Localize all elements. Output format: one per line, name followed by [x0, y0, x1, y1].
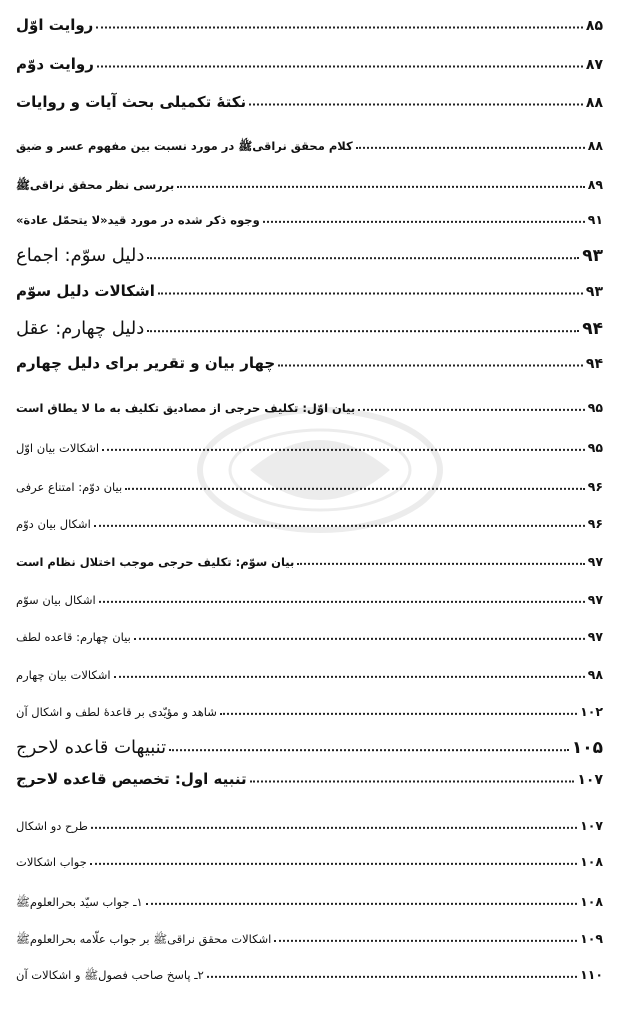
- dot-leader: [207, 970, 577, 978]
- dot-leader: [169, 739, 569, 751]
- toc-entry-title: اشکالات محقق نراقیﷺ بر جواب علّامه بحرالعلومﷺ: [16, 932, 272, 946]
- toc-entry-page: ۸۸: [587, 138, 603, 153]
- toc-entry-page: ۹۳: [585, 284, 603, 300]
- toc-entry-page: ۹۸: [587, 667, 603, 682]
- toc-entry-page: ۹۷: [587, 629, 603, 644]
- toc-entry-title: جواب اشکالات: [16, 855, 87, 869]
- toc-entry-page: ۱۰۸: [580, 854, 603, 869]
- toc-entry[interactable]: [14, 554, 603, 569]
- toc-entry[interactable]: [14, 931, 603, 949]
- toc-entry-title: طرح دو اشکال: [16, 819, 88, 833]
- toc-entry[interactable]: [14, 93, 603, 111]
- toc-entry[interactable]: [14, 400, 603, 415]
- toc-entry-page: ۱۰۷: [580, 818, 603, 833]
- toc-entry-title: دلیل چهارم: عقل: [16, 318, 145, 339]
- toc-entry-page: ۹۶: [587, 479, 603, 494]
- toc-entry[interactable]: [14, 318, 603, 339]
- toc-entry-title: تنبیهات قاعده لاحرج: [16, 737, 167, 758]
- toc-entry-title: بیان اوّل: تکلیف حرجی از مصادیق تکلیف به ما لا یطاق است: [16, 401, 356, 415]
- toc-entry-title: شاهد و مؤیّدی بر قاعدهٔ لطف و اشکال آن: [16, 705, 217, 719]
- toc-entry[interactable]: [14, 894, 603, 912]
- toc-entry-title: اشکال بیان سوّم: [16, 593, 96, 607]
- toc-entry-title: بیان سوّم: تکلیف حرجی موجب اختلال نظام است: [16, 555, 295, 569]
- toc-entry-page: ۸۷: [585, 57, 603, 73]
- toc-entry[interactable]: [14, 667, 603, 682]
- dot-leader: [263, 215, 585, 223]
- toc-entry[interactable]: [14, 479, 603, 494]
- toc-entry-page: ۹۶: [587, 516, 603, 531]
- toc-entry-title: بیان چهارم: قاعده لطف: [16, 630, 131, 644]
- toc-entry-page: ۹۷: [587, 592, 603, 607]
- toc-entry-title: اشکالات بیان چهارم: [16, 668, 111, 682]
- toc-entry[interactable]: [14, 212, 603, 227]
- toc-entry-page: ۱۰۷: [577, 772, 603, 788]
- toc-entry-title: نکتهٔ تکمیلی بحث آیات و روایات: [16, 93, 247, 111]
- toc-entry-title: اشکال بیان دوّم: [16, 517, 91, 531]
- dot-leader: [102, 443, 585, 451]
- dot-leader: [134, 632, 585, 640]
- dot-leader: [114, 670, 585, 678]
- dot-leader: [249, 95, 583, 105]
- toc-entry-page: ۱۰۲: [580, 704, 603, 719]
- table-of-contents: [14, 0, 603, 1011]
- dot-leader: [147, 320, 579, 332]
- toc-entry-title: ۲ـ پاسخ صاحب فصولﷺ و اشکالات آن: [16, 968, 204, 982]
- toc-entry-title: بیان دوّم: امتناع عرفی: [16, 480, 123, 494]
- dot-leader: [297, 557, 584, 565]
- toc-entry[interactable]: [14, 629, 603, 644]
- toc-entry-title: دلیل سوّم: اجماع: [16, 245, 145, 266]
- toc-entry[interactable]: [14, 282, 603, 300]
- dot-leader: [177, 180, 584, 188]
- toc-entry[interactable]: [14, 138, 603, 156]
- dot-leader: [147, 247, 579, 259]
- toc-entry[interactable]: [14, 55, 603, 73]
- toc-entry[interactable]: [14, 440, 603, 455]
- toc-entry-page: ۹۴: [585, 356, 603, 372]
- toc-entry[interactable]: [14, 177, 603, 195]
- toc-entry[interactable]: [14, 245, 603, 266]
- toc-entry[interactable]: [14, 704, 603, 719]
- toc-entry-title: روایت اوّل: [16, 16, 94, 34]
- toc-entry[interactable]: [14, 854, 603, 869]
- toc-entry-title: وجوه ذکر شده در مورد قید«لا یتحمّل عادة»: [16, 213, 260, 227]
- dot-leader: [94, 519, 585, 527]
- toc-entry-page: ۹۱: [587, 212, 603, 227]
- toc-entry-title: روایت دوّم: [16, 55, 94, 73]
- toc-entry[interactable]: [14, 16, 603, 34]
- dot-leader: [220, 707, 577, 715]
- toc-entry-title: اشکالات بیان اوّل: [16, 441, 100, 455]
- toc-entry-page: ۹۴: [582, 319, 603, 339]
- toc-entry-title: اشکالات دلیل سوّم: [16, 282, 155, 300]
- dot-leader: [278, 356, 583, 366]
- toc-entry-page: ۸۹: [587, 177, 603, 192]
- toc-entry[interactable]: [14, 967, 603, 985]
- toc-entry-page: ۱۱۰: [580, 967, 603, 982]
- dot-leader: [250, 772, 575, 782]
- toc-entry-title: کلام محقق نراقیﷺ در مورد نسبت بین مفهوم عسر و ضیق: [16, 139, 353, 153]
- toc-entry-page: ۱۰۵: [571, 738, 603, 758]
- toc-entry[interactable]: [14, 770, 603, 788]
- toc-entry[interactable]: [14, 592, 603, 607]
- toc-entry-title: ۱ـ جواب سیّد بحرالعلومﷺ: [16, 895, 143, 909]
- toc-entry[interactable]: [14, 354, 603, 372]
- dot-leader: [97, 57, 583, 67]
- dot-leader: [99, 595, 585, 603]
- dot-leader: [358, 403, 585, 411]
- toc-entry-page: ۸۸: [585, 95, 603, 111]
- dot-leader: [158, 284, 583, 294]
- dot-leader: [125, 482, 585, 490]
- toc-entry-page: ۱۰۸: [580, 894, 603, 909]
- toc-entry-title: چهار بیان و تقریر برای دلیل چهارم: [16, 354, 276, 372]
- toc-entry-page: ۹۷: [587, 554, 603, 569]
- toc-entry-title: تنبیه اول: تخصیص قاعده لاحرج: [16, 770, 247, 788]
- toc-entry-page: ۱۰۹: [580, 931, 603, 946]
- dot-leader: [96, 18, 583, 28]
- toc-entry-page: ۹۵: [587, 400, 603, 415]
- dot-leader: [146, 897, 577, 905]
- toc-entry-page: ۸۵: [585, 18, 603, 34]
- dot-leader: [91, 821, 577, 829]
- dot-leader: [90, 857, 577, 865]
- dot-leader: [356, 141, 585, 149]
- toc-entry-title: بررسی نظر محقق نراقیﷺ: [16, 178, 175, 192]
- toc-entry-page: ۹۳: [582, 246, 603, 266]
- toc-entry-page: ۹۵: [587, 440, 603, 455]
- dot-leader: [274, 934, 577, 942]
- toc-entry[interactable]: [14, 737, 603, 758]
- toc-entry[interactable]: [14, 818, 603, 833]
- toc-entry[interactable]: [14, 516, 603, 531]
